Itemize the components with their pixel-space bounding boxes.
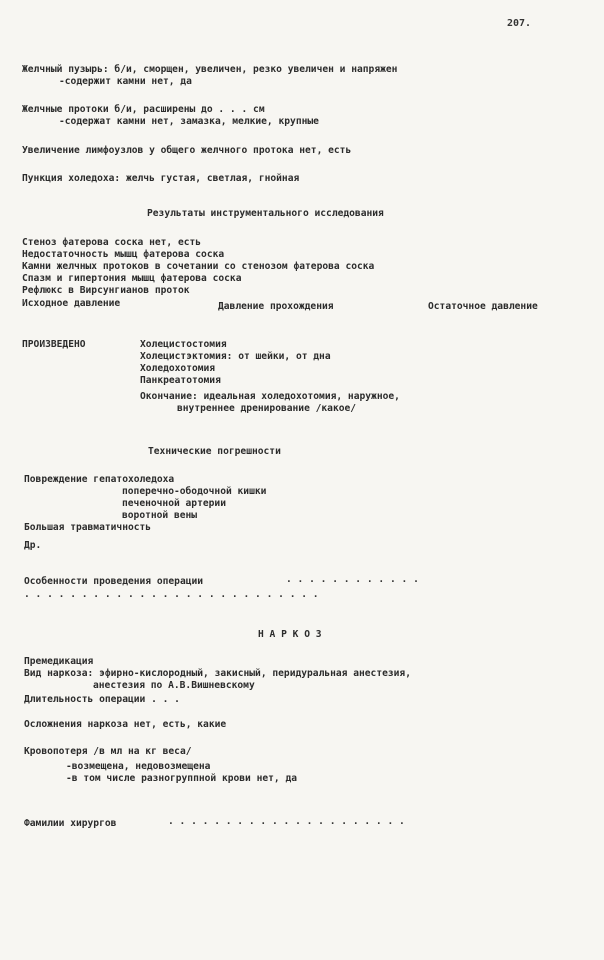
page-number: 207. [507,18,532,29]
damage-item-3: воротной вены [122,510,198,521]
gallbladder-line-1: Желчный пузырь: б/и, сморщен, увеличен, резко увеличен и напряжен [22,64,398,75]
instrumental-line-2: Недостаточность мышц фатерова соска [22,249,225,260]
damage-item-1: поперечно-ободочной кишки [122,486,267,497]
pressure-residual: Остаточное давление [428,301,538,312]
performed-item-4: Панкреатотомия [140,375,221,386]
instrumental-heading: Результаты инструментального исследования [147,208,384,219]
technical-heading: Технические погрешности [148,446,281,457]
anesthesia-heading: Н А Р К О З [258,629,322,640]
surgeons-dots: . . . . . . . . . . . . . . . . . . . . . [168,816,405,827]
lymph-nodes-line: Увеличение лимфоузлов у общего желчного протока нет, есть [22,145,352,156]
other-line: Др. [24,540,42,551]
pressure-passage: Давление прохождения [218,301,334,312]
premedication-line: Премедикация [24,656,94,667]
damage-item-2: печеночной артерии [122,498,226,509]
blood-loss-line-2: -возмещена, недовозмещена [66,761,211,772]
pressure-initial: Исходное давление [22,298,121,309]
performed-item-3: Холедохотомия [140,363,216,374]
performed-item-5: Окончание: идеальная холедохотомия, наружное, [140,391,400,402]
duration-line: Длительность операции . . . [24,694,180,705]
instrumental-line-4: Спазм и гипертония мышц фатерова соска [22,273,242,284]
blood-loss-line-3: -в том числе разногруппной крови нет, да [66,773,298,784]
anesthesia-type-line-2: анестезия по А.В.Вишневскому [93,680,255,691]
instrumental-line-3: Камни желчных протоков в сочетании со стенозом фатерова соска [22,261,375,272]
performed-item-1: Холецистостомия [140,339,227,350]
instrumental-line-5: Рефлюкс в Вирсунгианов проток [22,285,190,296]
anesthesia-type-line-1: Вид наркоза: эфирно-кислородный, закисный, перидуральная анестезия, [24,668,411,679]
bile-ducts-line-2: -содержат камни нет, замазка, мелкие, крупные [59,116,319,127]
blood-loss-line-1: Кровопотеря /в мл на кг веса/ [24,746,192,757]
surgeons-label: Фамилии хирургов [24,818,117,829]
features-dots-2: . . . . . . . . . . . . . . . . . . . . . . . . . . [24,589,319,600]
bile-ducts-line-1: Желчные протоки б/и, расширены до . . . см [22,104,265,115]
features-dots-1: . . . . . . . . . . . . [286,574,419,585]
puncture-line: Пункция холедоха: желчь густая, светлая, гнойная [22,173,300,184]
trauma-line: Большая травматичность [24,522,152,533]
performed-continuation: внутреннее дренирование /какое/ [177,403,357,414]
performed-item-2: Холецистэктомия: от шейки, от дна [140,351,331,362]
performed-label: ПРОИЗВЕДЕНО [22,339,86,350]
damage-label: Повреждение гепатохоледоха [24,474,175,485]
instrumental-line-1: Стеноз фатерова соска нет, есть [22,237,202,248]
features-label: Особенности проведения операции [24,576,204,587]
complications-line: Осложнения наркоза нет, есть, какие [24,719,227,730]
gallbladder-line-2: -содержит камни нет, да [59,76,192,87]
